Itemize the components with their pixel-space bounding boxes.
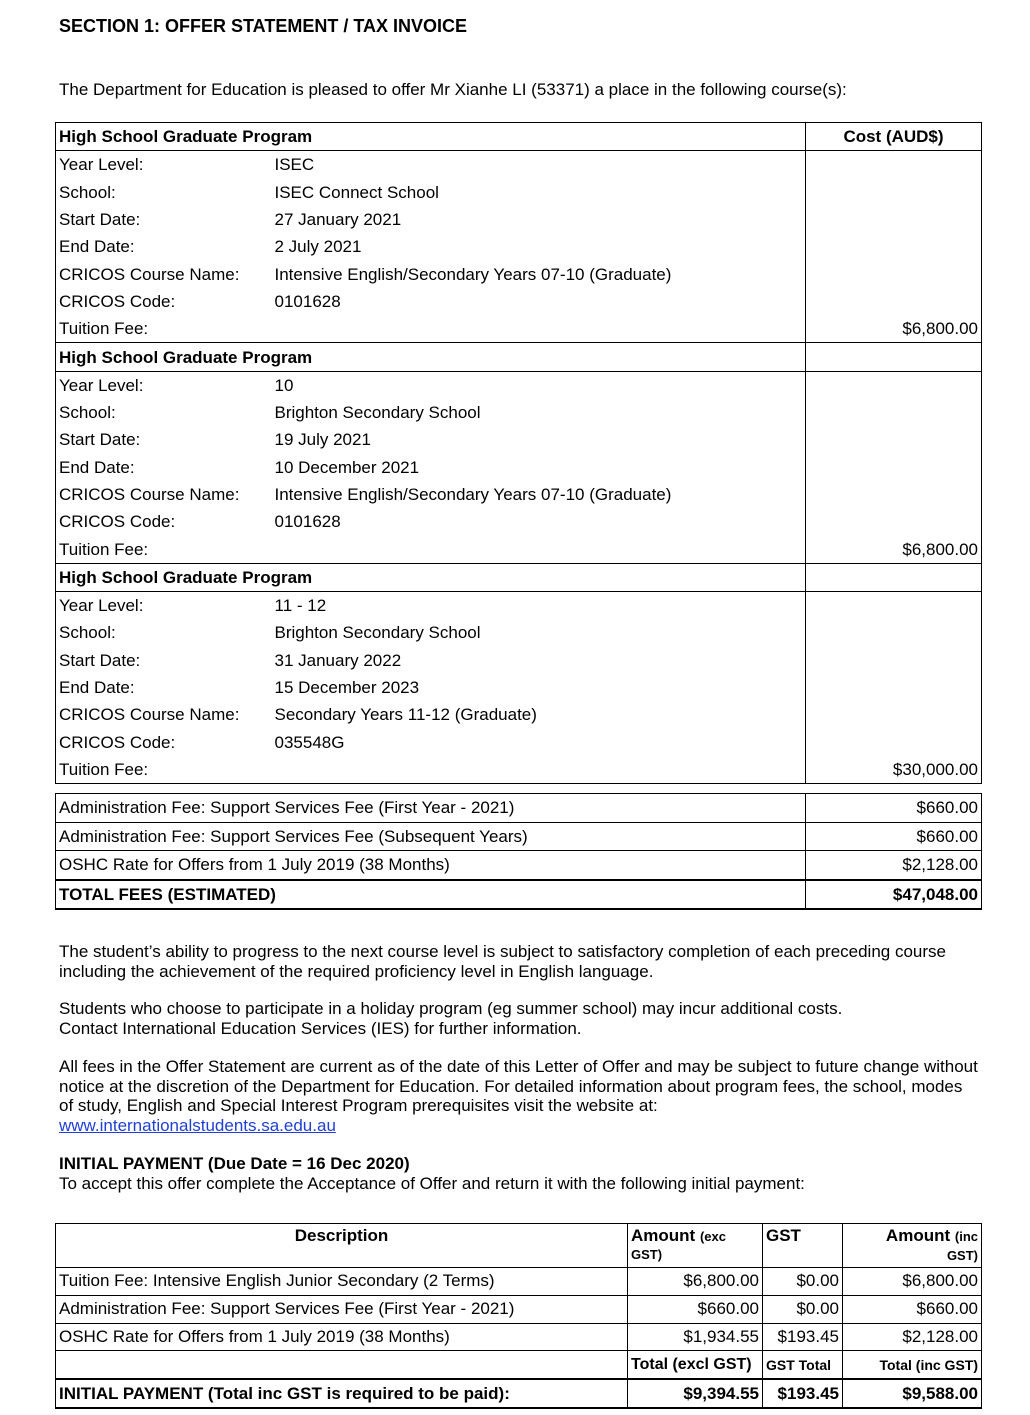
cost-cell-empty (806, 592, 982, 620)
cost-cell-empty (806, 647, 982, 674)
cost-cell-empty (806, 151, 982, 179)
field-label: Start Date: (56, 647, 275, 674)
fees-note (59, 1057, 979, 1135)
total-fees-label: TOTAL FEES (ESTIMATED) (56, 880, 806, 910)
cost-cell-empty (806, 206, 982, 233)
payment-row (56, 1268, 982, 1296)
payment-gst: $0.00 (763, 1295, 843, 1323)
course-field-row (56, 592, 982, 620)
field-value-empty (275, 315, 806, 343)
payment-amount-exc: $1,934.55 (628, 1323, 763, 1351)
payment-amount-inc: $2,128.00 (843, 1323, 982, 1351)
cost-cell-empty (806, 729, 982, 756)
fee-amount: $660.00 (806, 822, 982, 851)
fee-amount: $2,128.00 (806, 851, 982, 880)
field-value: Brighton Secondary School (274, 403, 481, 423)
fees-note-text: All fees in the Offer Statement are current as of the date of this Letter of Offer and may be subject to future change without notice at the discretion of the Department for Education. For detailed information about program fees, the school, modes of study, English and Special Interest Program prerequisites visit the website at: (59, 1057, 978, 1115)
fee-row (56, 822, 982, 851)
header-amount-exc-main: Amount (631, 1226, 696, 1245)
course-header-row (56, 343, 982, 371)
field-value: 0101628 (274, 291, 341, 311)
cost-cell-empty (806, 179, 982, 206)
initial-payment-amount-exc: $9,394.55 (628, 1379, 763, 1408)
field-value-empty (275, 535, 806, 563)
field-label: Start Date: (56, 426, 275, 453)
initial-payment-amount-inc: $9,588.00 (843, 1379, 982, 1408)
cost-cell-empty (806, 288, 982, 315)
header-amount-inc-line2: GST) (946, 1248, 978, 1263)
field-label: CRICOS Course Name: (56, 481, 275, 508)
fee-label: Administration Fee: Support Services Fee (First Year - 2021) (56, 794, 806, 823)
course-field-row (56, 206, 982, 233)
field-value: Brighton Secondary School (274, 623, 481, 643)
field-label: CRICOS Course Name: (56, 260, 275, 287)
payment-amount-inc: $660.00 (843, 1295, 982, 1323)
field-value: ISEC (274, 155, 315, 175)
payment-header-row (56, 1224, 982, 1268)
course-field-row (56, 454, 982, 481)
fees-table (55, 793, 982, 910)
section-title: SECTION 1: OFFER STATEMENT / TAX INVOICE (59, 16, 468, 36)
payment-row (56, 1323, 982, 1351)
course-field-row (56, 399, 982, 426)
cost-cell-empty (806, 371, 982, 399)
payment-gst: $0.00 (763, 1268, 843, 1296)
payment-amount-exc: $6,800.00 (628, 1268, 763, 1296)
header-gst: GST (763, 1224, 843, 1268)
program-name: High School Graduate Program (56, 123, 806, 151)
holiday-note-line2: Contact International Education Services (IES) for further information. (59, 1018, 582, 1038)
holiday-note-line1: Students who choose to participate in a holiday program (eg summer school) may incur additional costs. (59, 999, 843, 1018)
initial-payment-row (56, 1379, 982, 1408)
fee-row (56, 851, 982, 880)
intro-text: The Department for Education is pleased to offer Mr Xianhe LI (53371) a place in the following course(s): (59, 80, 847, 99)
cost-header: Cost (AUD$) (806, 123, 982, 151)
payment-table (55, 1223, 982, 1409)
initial-payment-label: INITIAL PAYMENT (Total inc GST is required to be paid): (56, 1379, 628, 1408)
tuition-fee-amount: $30,000.00 (806, 756, 982, 784)
field-label: End Date: (56, 454, 275, 481)
field-value: 2 July 2021 (274, 237, 362, 257)
field-label: School: (56, 179, 275, 206)
cost-header-empty (806, 343, 982, 371)
field-value: 11 - 12 (274, 596, 327, 616)
field-label: CRICOS Course Name: (56, 701, 275, 728)
course-field-row (56, 619, 982, 646)
initial-payment-title: INITIAL PAYMENT (Due Date = 16 Dec 2020) (59, 1154, 410, 1173)
subtotal-inc-label: Total (inc GST) (843, 1351, 982, 1379)
field-value: 31 January 2022 (274, 650, 402, 670)
holiday-note (59, 999, 979, 1038)
progression-note: The student’s ability to progress to the next course level is subject to satisfactory completion of each preceding course including the achievement of the required proficiency level in English language. (59, 942, 946, 981)
tuition-fee-amount: $6,800.00 (806, 535, 982, 563)
header-description: Description (56, 1224, 628, 1268)
course-field-row (56, 371, 982, 399)
course-field-row (56, 647, 982, 674)
field-value-empty (275, 756, 806, 784)
course-field-row (56, 701, 982, 728)
field-label: Year Level: (56, 151, 275, 179)
course-table (55, 122, 982, 784)
cost-header-empty (806, 563, 982, 591)
header-amount-exc-small: (exc (699, 1229, 726, 1244)
tuition-fee-row (56, 535, 982, 563)
field-label: CRICOS Code: (56, 288, 275, 315)
fee-row (56, 794, 982, 823)
course-field-row (56, 151, 982, 179)
field-label: CRICOS Code: (56, 729, 275, 756)
cost-cell-empty (806, 260, 982, 287)
header-amount-exc-line2: GST) (631, 1247, 663, 1262)
field-label: School: (56, 399, 275, 426)
field-value: 27 January 2021 (274, 210, 402, 230)
cost-cell-empty (806, 701, 982, 728)
tuition-fee-row (56, 315, 982, 343)
payment-description: Tuition Fee: Intensive English Junior Secondary (2 Terms) (56, 1268, 628, 1296)
course-field-row (56, 674, 982, 701)
program-name: High School Graduate Program (56, 563, 806, 591)
course-field-row (56, 179, 982, 206)
course-field-row (56, 233, 982, 260)
course-field-row (56, 260, 982, 287)
course-field-row (56, 729, 982, 756)
field-label: Year Level: (56, 371, 275, 399)
field-label: End Date: (56, 233, 275, 260)
course-header-row (56, 563, 982, 591)
header-amount-inc-main: Amount (885, 1226, 951, 1245)
field-value: 19 July 2021 (274, 430, 371, 450)
header-amount-exc (628, 1224, 763, 1268)
course-header-row (56, 123, 982, 151)
field-value: Intensive English/Secondary Years 07-10 (Graduate) (274, 264, 672, 284)
field-label: School: (56, 619, 275, 646)
initial-payment-gst: $193.45 (763, 1379, 843, 1408)
payment-description: Administration Fee: Support Services Fee (First Year - 2021) (56, 1295, 628, 1323)
payment-description: OSHC Rate for Offers from 1 July 2019 (38 Months) (56, 1323, 628, 1351)
payment-subtotal-row (56, 1351, 982, 1379)
tuition-fee-row (56, 756, 982, 784)
field-value: 10 (274, 375, 294, 395)
field-label: End Date: (56, 674, 275, 701)
course-field-row (56, 288, 982, 315)
cost-cell-empty (806, 454, 982, 481)
subtotal-empty (56, 1351, 628, 1379)
cost-cell-empty (806, 399, 982, 426)
program-name: High School Graduate Program (56, 343, 806, 371)
tuition-fee-amount: $6,800.00 (806, 315, 982, 343)
fee-amount: $660.00 (806, 794, 982, 823)
website-link[interactable]: www.internationalstudents.sa.edu.au (59, 1115, 336, 1135)
field-label: Tuition Fee: (56, 315, 275, 343)
subtotal-gst-label: GST Total (763, 1351, 843, 1379)
field-value: ISEC Connect School (274, 182, 439, 202)
field-value: Intensive English/Secondary Years 07-10 (Graduate) (274, 485, 672, 504)
field-value: Secondary Years 11-12 (Graduate) (274, 705, 537, 725)
field-label: Tuition Fee: (56, 756, 275, 784)
payment-amount-exc: $660.00 (628, 1295, 763, 1323)
field-value: 15 December 2023 (274, 678, 420, 698)
fee-label: Administration Fee: Support Services Fee (Subsequent Years) (56, 822, 806, 851)
total-fees-amount: $47,048.00 (806, 880, 982, 910)
field-label: Tuition Fee: (56, 535, 275, 563)
payment-row (56, 1295, 982, 1323)
field-label: Start Date: (56, 206, 275, 233)
subtotal-excl-label: Total (excl GST) (628, 1351, 763, 1379)
header-amount-inc-small: (inc (954, 1229, 978, 1244)
field-value: 035548G (274, 732, 345, 752)
field-value: 0101628 (274, 512, 341, 532)
total-fees-row (56, 880, 982, 910)
course-field-row (56, 508, 982, 535)
field-value: 10 December 2021 (274, 457, 420, 477)
cost-cell-empty (806, 481, 982, 508)
header-amount-inc (843, 1224, 982, 1268)
cost-cell-empty (806, 233, 982, 260)
cost-cell-empty (806, 619, 982, 646)
course-field-row (56, 481, 982, 508)
initial-payment-text: To accept this offer complete the Acceptance of Offer and return it with the following initial payment: (59, 1173, 805, 1193)
cost-cell-empty (806, 508, 982, 535)
field-label: Year Level: (56, 592, 275, 620)
field-label: CRICOS Code: (56, 508, 275, 535)
fee-label: OSHC Rate for Offers from 1 July 2019 (38 Months) (56, 851, 806, 880)
initial-payment-intro (59, 1154, 979, 1193)
course-field-row (56, 426, 982, 453)
cost-cell-empty (806, 426, 982, 453)
cost-cell-empty (806, 674, 982, 701)
payment-gst: $193.45 (763, 1323, 843, 1351)
payment-amount-inc: $6,800.00 (843, 1268, 982, 1296)
